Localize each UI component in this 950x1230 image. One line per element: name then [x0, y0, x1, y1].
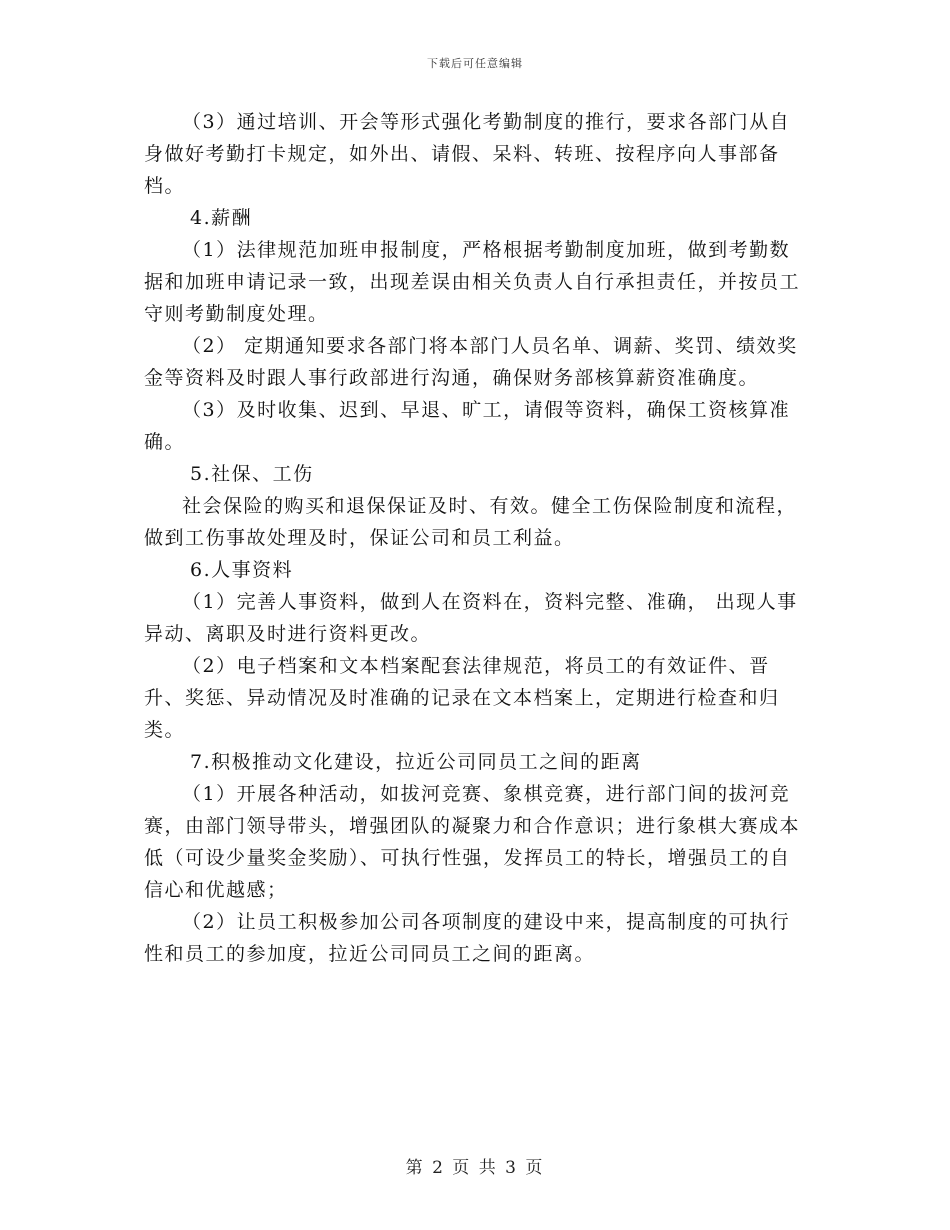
paragraph: （2）让员工积极参加公司各项制度的建设中来，提高制度的可执行性和员工的参加度，拉近公司同员工之间的距离。	[144, 911, 791, 965]
paragraph: 社会保险的购买和退保保证及时、有效。健全工伤保险制度和流程，做到工伤事故处理及时，保证公司和员工利益。	[144, 495, 798, 549]
section-heading: 5.社保、工伤	[190, 463, 314, 485]
paragraph: （1）法律规范加班申报制度，严格根据考勤制度加班，做到考勤数据和加班申请记录一致，出现差误由相关负责人自行承担责任，并按员工守则考勤制度处理。	[144, 239, 801, 325]
header-note: 下载后可任意编辑	[427, 57, 523, 70]
paragraph: （1）完善人事资料，做到人在资料在，资料完整、准确， 出现人事异动、离职及时进行资料更改。	[144, 591, 798, 645]
paragraph: （3）及时收集、迟到、早退、旷工，请假等资料，确保工资核算准确。	[144, 399, 791, 453]
section-heading: 6.人事资料	[190, 559, 294, 581]
paragraph: （2） 定期通知要求各部门将本部门人员名单、调薪、奖罚、绩效奖金等资料及时跟人事行政部进行沟通，确保财务部核算薪资准确度。	[144, 335, 798, 389]
section-heading: 4.薪酬	[190, 207, 253, 229]
paragraph: （1）开展各种活动，如拔河竞赛、象棋竞赛，进行部门间的拔河竞赛，由部门领导带头，增强团队的凝聚力和合作意识；进行象棋大赛成本低（可设少量奖金奖励）、可执行性强，发挥员工的特长，增强员工的自信心和优越感；	[144, 783, 801, 901]
page-number: 第 2 页 共 3 页	[405, 1158, 545, 1178]
paragraph: （2）电子档案和文本档案配套法律规范，将员工的有效证件、晋升、奖惩、异动情况及时准确的记录在文本档案上，定期进行检查和归类。	[144, 655, 780, 741]
document-body	[144, 106, 810, 970]
section-heading: 7.积极推动文化建设，拉近公司同员工之间的距离	[190, 751, 642, 773]
paragraph: （3）通过培训、开会等形式强化考勤制度的推行，要求各部门从自身做好考勤打卡规定，如外出、请假、呆料、转班、按程序向人事部备档。	[144, 111, 791, 197]
